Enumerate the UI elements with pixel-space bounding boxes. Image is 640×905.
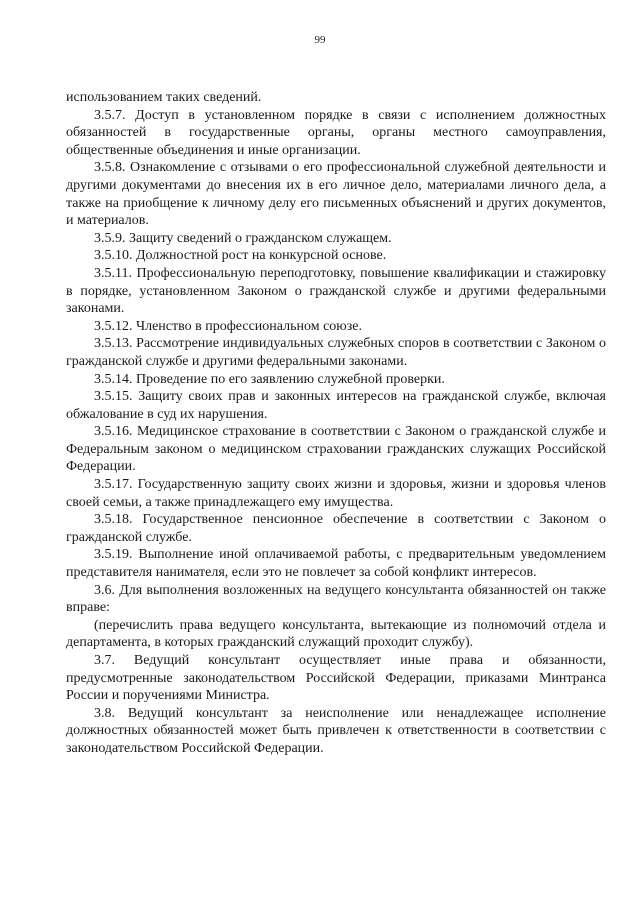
- paragraph: 3.7. Ведущий консультант осуществляет иные права и обязанности, предусмотренные законодательством Российской Федерации, приказами Минтранса России и поручениями Министра.: [66, 653, 606, 704]
- paragraph: 3.5.8. Ознакомление с отзывами о его профессиональной служебной деятельности и другими документами до внесения их в его личное дело, материалами личного дела, а также на приобщение к личному делу его письменных объяснений и других документов, и материалов.: [66, 160, 606, 229]
- paragraph: 3.8. Ведущий консультант за неисполнение или ненадлежащее исполнение должностных обязанностей может быть привлечен к ответственности в соответствии с законодательством Российской Федерации.: [66, 705, 606, 756]
- paragraph: 3.5.16. Медицинское страхование в соответствии с Законом о гражданской службе и Федеральным законом о медицинском страховании гражданских служащих Российской Федерации.: [66, 424, 606, 475]
- paragraph: 3.5.11. Профессиональную переподготовку, повышение квалификации и стажировку в порядке, установленном Законом о гражданской службе и другими федеральными законами.: [66, 265, 606, 317]
- paragraph: 3.5.12. Членство в профессиональном союзе.: [94, 318, 362, 334]
- body-text: [66, 89, 606, 758]
- paragraph: 3.6. Для выполнения возложенных на ведущего консультанта обязанностей он также вправе:: [66, 582, 606, 616]
- paragraph: 3.5.18. Государственное пенсионное обеспечение в соответствии с Законом о гражданской службе.: [66, 512, 606, 545]
- paragraph: 3.5.15. Защиту своих прав и законных интересов на гражданской службе, включая обжалование в суд их нарушения.: [66, 389, 606, 422]
- paragraph: 3.5.10. Должностной рост на конкурсной основе.: [94, 248, 387, 264]
- paragraph: 3.5.19. Выполнение иной оплачиваемой работы, с предварительным уведомлением представителя нанимателя, если это не повлечет за собой конфликт интересов.: [66, 547, 606, 581]
- paragraph: использованием таких сведений.: [66, 90, 262, 105]
- paragraph: 3.5.17. Государственную защиту своих жизни и здоровья, жизни и здоровья членов своей семьи, а также принадлежащего ему имущества.: [66, 477, 606, 510]
- paragraph: 3.5.9. Защиту сведений о гражданском служащем.: [94, 230, 392, 246]
- paragraph: 3.5.13. Рассмотрение индивидуальных служебных споров в соответствии с Законом о гражданской службе и другими федеральными законами.: [66, 336, 606, 369]
- page-number: 99: [314, 34, 326, 46]
- paragraph: (перечислить права ведущего консультанта, вытекающие из полномочий отдела и департамента, в которых гражданский служащий проходит службу).: [66, 617, 606, 651]
- paragraph: 3.5.7. Доступ в установленном порядке в связи с исполнением должностных обязанностей в государственные органы, органы местного самоуправления, общественные объединения и иные организации.: [66, 107, 606, 158]
- paragraph: 3.5.14. Проведение по его заявлению служебной проверки.: [94, 371, 445, 387]
